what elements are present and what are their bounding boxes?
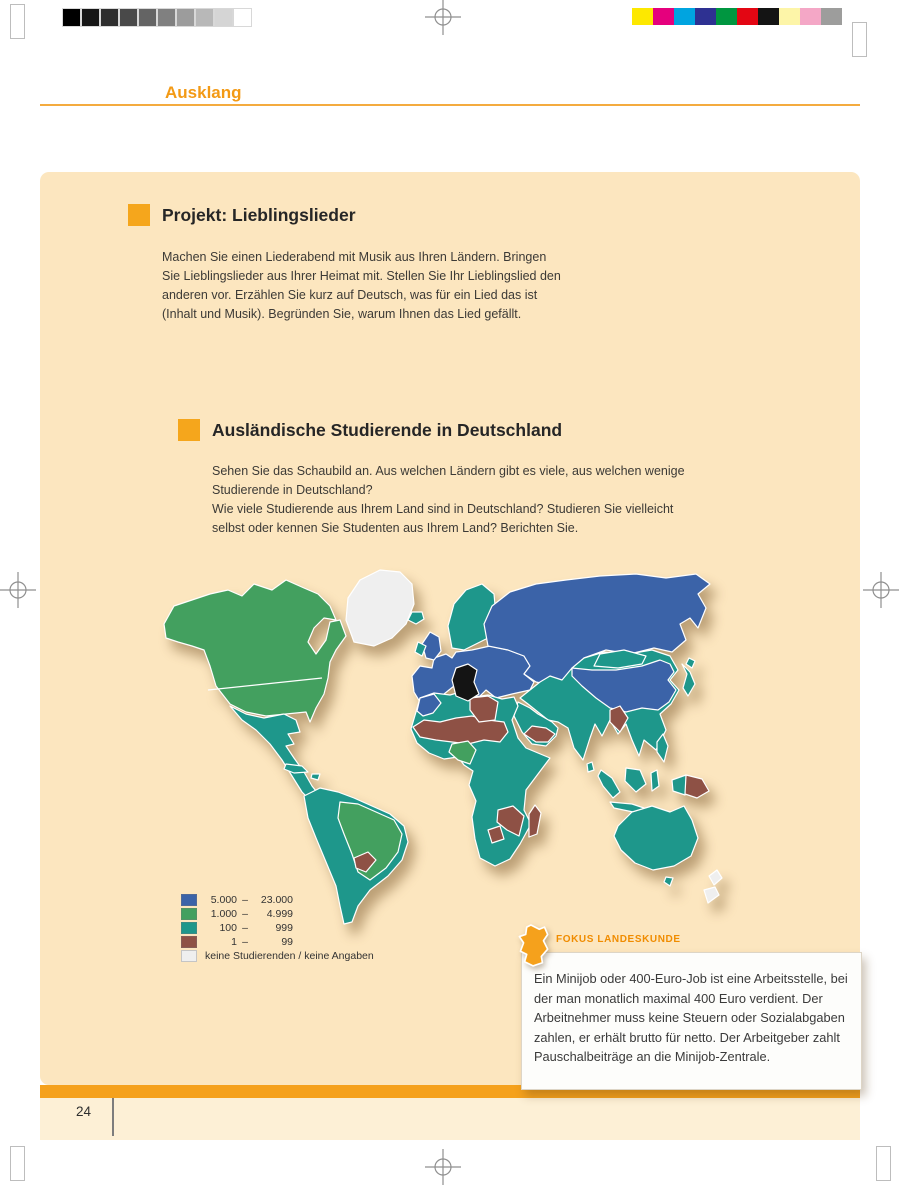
color-step bbox=[758, 8, 779, 25]
legend-no-data-label: keine Studierenden / keine Angaben bbox=[205, 949, 374, 962]
footer-divider bbox=[112, 1098, 114, 1136]
legend-max: 23.000 bbox=[260, 893, 293, 906]
fokus-body: Ein Minijob oder 400-Euro-Job ist eine Arbeitsstelle, bei der man monatlich maximal 400 Euro verdient. Der Arbeitnehmer muss keine Steuern oder Sozialabgaben zahlen, er erhält brutto für netto. Der Arbeitgeber zahlt Pauschalbeiträge an die Minijob-Zentrale. bbox=[534, 971, 848, 1064]
legend-min: 1.000 bbox=[210, 907, 237, 920]
section-title: Ausklang bbox=[165, 83, 242, 102]
germany-map-icon bbox=[516, 924, 550, 968]
region-madagascar bbox=[529, 805, 541, 837]
region-tasmania bbox=[664, 877, 673, 886]
region-new-zealand-north bbox=[709, 870, 722, 885]
grayscale-step bbox=[138, 8, 157, 27]
corner-crop-mark bbox=[852, 22, 867, 57]
legend-row bbox=[181, 893, 374, 906]
legend-swatch-blue bbox=[181, 894, 197, 906]
students-body-line1: Sehen Sie das Schaubild an. Aus welchen Ländern gibt es viele, aus welchen wenige Studierende in Deutschland? bbox=[212, 464, 685, 497]
grayscale-step bbox=[195, 8, 214, 27]
students-bullet-icon bbox=[178, 419, 200, 441]
footer-strip bbox=[40, 1098, 860, 1140]
legend-row bbox=[181, 921, 374, 934]
registration-mark-icon bbox=[0, 572, 36, 608]
project-body: Machen Sie einen Liederabend mit Musik aus Ihren Ländern. Bringen Sie Lieblingslieder aus Ihrer Heimat mit. Stellen Sie Ihr Lieblingslied den anderen vor. Erzählen Sie kurz auf Deutsch, was für ein Lied das ist (Inhalt und Musik). Begründen Sie, warum Ihnen das Lied gefällt. bbox=[162, 250, 561, 321]
registration-mark-icon bbox=[425, 0, 461, 35]
project-title: Projekt: Lieblingslieder bbox=[162, 205, 356, 225]
project-bullet-icon bbox=[128, 204, 150, 226]
grayscale-step bbox=[119, 8, 138, 27]
map-legend bbox=[181, 893, 374, 963]
legend-min: 100 bbox=[219, 921, 237, 934]
legend-row bbox=[181, 935, 374, 948]
legend-dash: – bbox=[242, 907, 248, 920]
legend-swatch-teal bbox=[181, 922, 197, 934]
region-sri-lanka bbox=[587, 762, 594, 772]
corner-crop-mark bbox=[876, 1146, 891, 1181]
region-japan bbox=[682, 664, 695, 696]
students-body-line2: Wie viele Studierende aus Ihrem Land sind in Deutschland? Studieren Sie vielleicht selbst oder kennen Sie Studenten aus Ihrem Land? Berichten Sie. bbox=[212, 502, 674, 535]
region-hokkaido bbox=[686, 658, 695, 668]
region-sulawesi bbox=[651, 770, 659, 791]
legend-row-no-data bbox=[181, 949, 374, 962]
legend-swatch-green bbox=[181, 908, 197, 920]
region-greenland bbox=[346, 570, 414, 646]
corner-crop-mark bbox=[10, 1146, 25, 1181]
grayscale-step bbox=[100, 8, 119, 27]
color-calibration-bar bbox=[632, 8, 842, 25]
legend-min: 5.000 bbox=[210, 893, 237, 906]
region-mexico-central-america bbox=[230, 706, 320, 802]
continent-north-america bbox=[164, 570, 414, 802]
legend-max: 999 bbox=[275, 921, 293, 934]
legend-row bbox=[181, 907, 374, 920]
region-hispaniola bbox=[311, 774, 320, 780]
grayscale-step bbox=[214, 8, 233, 27]
color-step bbox=[779, 8, 800, 25]
grayscale-step bbox=[176, 8, 195, 27]
color-step bbox=[821, 8, 842, 25]
registration-mark-icon bbox=[863, 572, 899, 608]
legend-min: 1 bbox=[231, 935, 237, 948]
region-borneo bbox=[625, 768, 646, 792]
grayscale-step bbox=[62, 8, 81, 27]
content-panel bbox=[40, 172, 860, 1085]
grayscale-calibration-bar bbox=[62, 8, 252, 27]
legend-dash: – bbox=[242, 893, 248, 906]
legend-max: 4.999 bbox=[266, 907, 293, 920]
legend-swatch-brown bbox=[181, 936, 197, 948]
corner-crop-mark bbox=[10, 4, 25, 39]
continent-oceania bbox=[614, 806, 722, 903]
legend-max: 99 bbox=[281, 935, 293, 948]
fokus-label: FOKUS LANDESKUNDE bbox=[556, 934, 681, 945]
color-step bbox=[674, 8, 695, 25]
page-number: 24 bbox=[76, 1104, 92, 1119]
fokus-box bbox=[521, 952, 862, 1090]
region-papua-new-guinea bbox=[685, 775, 709, 798]
legend-dash: – bbox=[242, 935, 248, 948]
region-new-zealand-south bbox=[704, 887, 719, 903]
color-step bbox=[716, 8, 737, 25]
region-canada-usa-alaska bbox=[164, 580, 346, 722]
grayscale-step bbox=[81, 8, 100, 27]
color-step bbox=[632, 8, 653, 25]
region-australia bbox=[614, 806, 698, 870]
grayscale-step bbox=[233, 8, 252, 27]
color-step bbox=[653, 8, 674, 25]
color-step bbox=[695, 8, 716, 25]
students-title: Ausländische Studierende in Deutschland bbox=[212, 420, 563, 440]
color-step bbox=[800, 8, 821, 25]
world-map bbox=[158, 562, 740, 932]
registration-mark-icon bbox=[425, 1149, 461, 1185]
region-sumatra bbox=[598, 770, 620, 798]
legend-dash: – bbox=[242, 921, 248, 934]
region-cuba bbox=[284, 764, 308, 773]
header-rule bbox=[40, 104, 860, 106]
legend-swatch-no-data bbox=[181, 950, 197, 962]
color-step bbox=[737, 8, 758, 25]
grayscale-step bbox=[157, 8, 176, 27]
